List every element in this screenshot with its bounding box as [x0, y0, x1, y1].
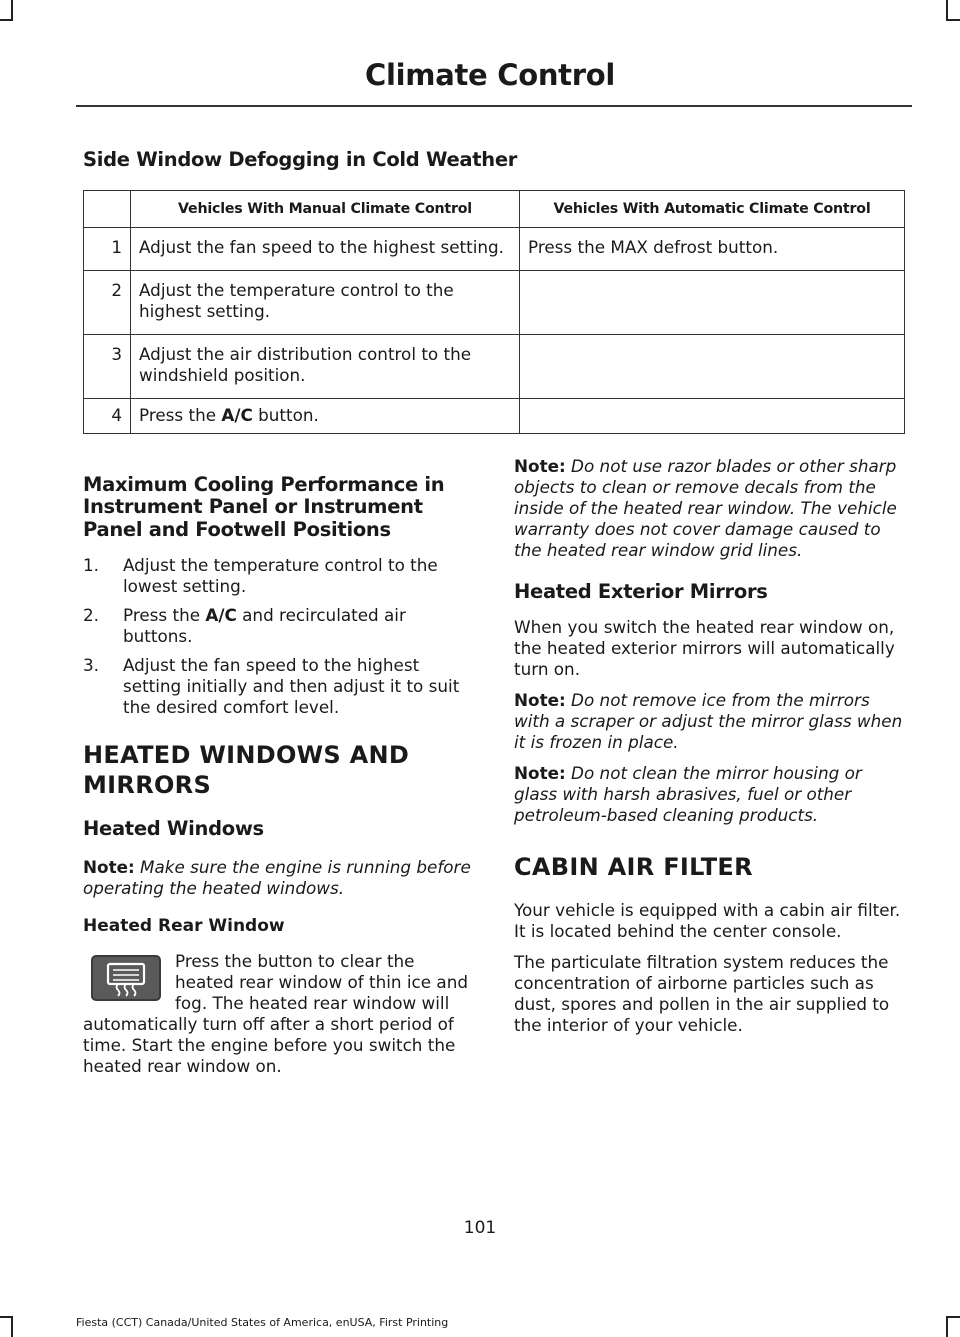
list-item [83, 555, 478, 597]
heated-rear-window-text: Press the button to clear the heated rear window of thin ice and fog. The heated rear window will automatically turn off after a short period of time. Start the engine before you switch the heated rear window on. [83, 950, 468, 1076]
note-label: Note: [514, 456, 566, 476]
note-text: Do not remove ice from the mirrors with a scraper or adjust the mirror glass when it is frozen in place. [514, 690, 903, 753]
automatic-step: Press the MAX defrost button. [520, 228, 905, 271]
row-number: 3 [84, 335, 131, 399]
defogging-table [83, 190, 905, 434]
crop-mark [0, 19, 13, 21]
manual-step-pre: Press the [139, 405, 222, 425]
table-row [84, 271, 905, 335]
step-text: Adjust the temperature control to the lowest setting. [123, 555, 438, 597]
crop-mark [946, 1316, 960, 1318]
step-text: Adjust the fan speed to the highest setting initially and then adjust it to suit the desired comfort level. [123, 655, 460, 718]
page-header-title: Climate Control [365, 58, 615, 92]
table-header-row [84, 191, 905, 228]
heated-windows-note [83, 857, 478, 899]
step-text-post: and recirculated air buttons. [123, 605, 406, 647]
footer-text: Fiesta (CCT) Canada/United States of America, enUSA, First Printing [76, 1316, 449, 1329]
row-number: 1 [84, 228, 131, 271]
note-text: Make sure the engine is running before operating the heated windows. [83, 856, 471, 898]
crop-mark [11, 1317, 13, 1337]
crop-mark [946, 19, 960, 21]
step-text-pre: Press the [123, 605, 206, 626]
table-row [84, 228, 905, 271]
note-label: Note: [514, 690, 566, 711]
heated-rear-window-block [83, 951, 478, 1077]
header-rule [76, 105, 912, 107]
note-text: Do not clean the mirror housing or glass with harsh abrasives, fuel or other petroleum-based cleaning products. [514, 763, 862, 826]
table-row [84, 399, 905, 434]
automatic-step [520, 271, 905, 335]
manual-step [131, 399, 520, 434]
table-header-manual: Vehicles With Manual Climate Control [131, 191, 520, 228]
automatic-step [520, 335, 905, 399]
list-item [83, 655, 478, 718]
rear-defrost-icon [91, 955, 161, 1001]
crop-mark [946, 1317, 948, 1337]
manual-step: Adjust the temperature control to the highest setting. [131, 271, 520, 335]
row-number: 4 [84, 399, 131, 434]
razor-blade-note [514, 456, 909, 561]
automatic-step [520, 399, 905, 434]
side-window-heading: Side Window Defogging in Cold Weather [83, 148, 518, 171]
manual-step: Adjust the air distribution control to the windshield position. [131, 335, 520, 399]
note-label: Note: [514, 763, 566, 784]
cabin-filter-text-1: Your vehicle is equipped with a cabin air filter. It is located behind the center console. [514, 900, 901, 942]
note-label: Note: [83, 856, 135, 877]
right-column [514, 456, 909, 1036]
row-number: 2 [84, 271, 131, 335]
left-column [83, 474, 478, 1077]
step-number: 1. [83, 555, 100, 576]
cabin-air-filter-heading: CABIN AIR FILTER [514, 853, 753, 882]
heated-rear-window-heading: Heated Rear Window [83, 915, 285, 936]
crop-mark [946, 0, 948, 20]
mirror-ice-note [514, 690, 909, 753]
heated-section-heading [83, 740, 478, 800]
cabin-filter-text-2: The particulate filtration system reduces the concentration of airborne particles such as dust, spores and pollen in the air supplied to the interior of your vehicle. [514, 952, 890, 1036]
heated-heading-line1: HEATED WINDOWS AND [83, 741, 410, 770]
heated-mirrors-heading: Heated Exterior Mirrors [514, 580, 768, 603]
table-row [84, 335, 905, 399]
step-number: 2. [83, 605, 100, 626]
table-header-blank [84, 191, 131, 228]
rear-defrost-glyph [93, 957, 159, 999]
ac-button-label: A/C [221, 405, 253, 425]
note-text: Do not use razor blades or other sharp objects to clean or remove decals from the inside of the heated rear window. The vehicle warranty does not cover damage caused to the heated rear window grid lines. [514, 456, 897, 560]
page-number: 101 [463, 1218, 497, 1238]
list-item [83, 605, 478, 647]
table-header-automatic: Vehicles With Automatic Climate Control [520, 191, 905, 228]
crop-mark [11, 0, 13, 20]
heated-mirrors-text: When you switch the heated rear window on, the heated exterior mirrors will automatically turn on. [514, 617, 895, 680]
max-cooling-steps [83, 555, 478, 718]
max-cooling-heading: Maximum Cooling Performance in Instrument Panel or Instrument Panel and Footwell Positions [83, 473, 445, 541]
manual-step-post: button. [252, 405, 319, 425]
step-number: 3. [83, 655, 100, 676]
heated-windows-heading: Heated Windows [83, 817, 264, 841]
heated-heading-line2: MIRRORS [83, 771, 212, 800]
ac-button-label: A/C [205, 605, 237, 626]
crop-mark [0, 1316, 13, 1318]
manual-step: Adjust the fan speed to the highest setting. [131, 228, 520, 271]
mirror-cleaning-note [514, 763, 909, 826]
